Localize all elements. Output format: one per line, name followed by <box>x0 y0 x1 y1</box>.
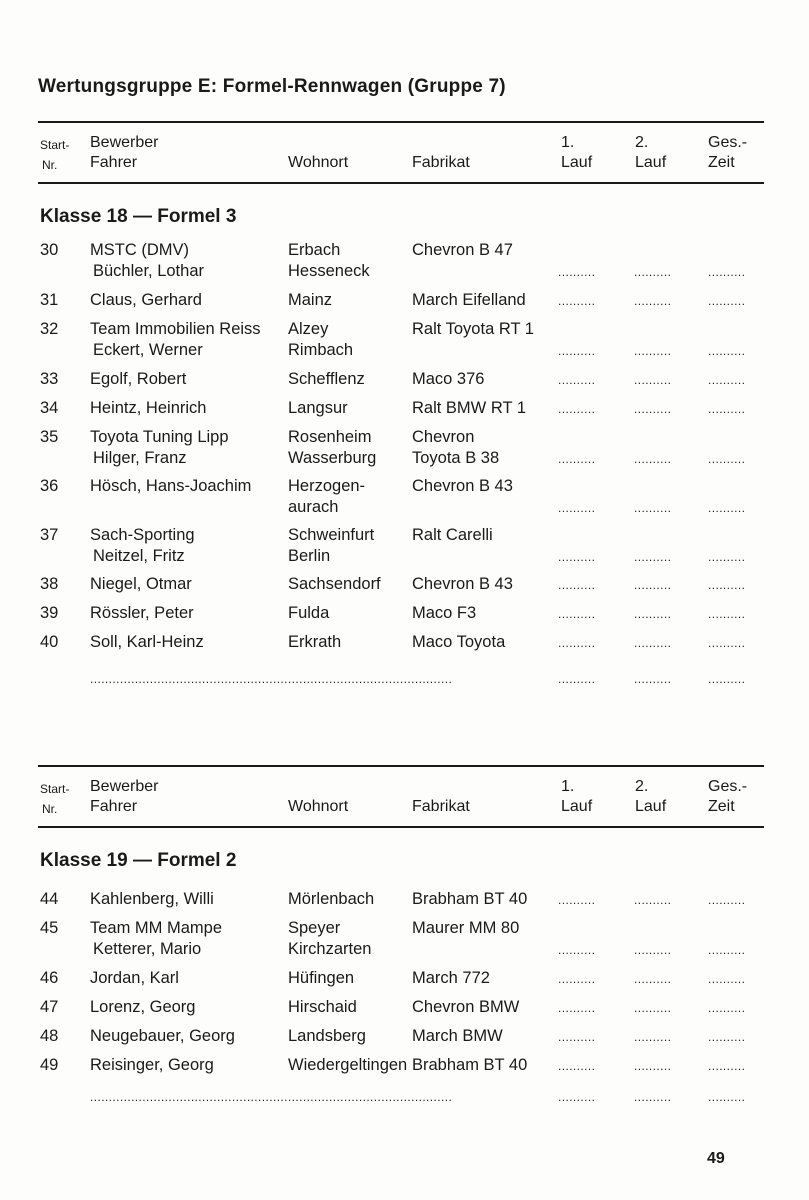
start-number: 30 <box>40 241 59 259</box>
hometown: Mörlenbach <box>288 890 375 908</box>
driver-name: Hilger, Franz <box>93 449 187 467</box>
lauf1-time-blank: .......... <box>558 607 596 621</box>
col-ges-label: Ges.- <box>708 134 748 151</box>
total-time-blank: .......... <box>708 373 746 387</box>
car-make: Ralt Carelli <box>412 526 493 544</box>
lauf2-time-blank: .......... <box>634 1001 672 1015</box>
col-fahrer-label: Fahrer <box>90 798 138 815</box>
start-number: 38 <box>40 575 59 593</box>
col-lauf2-label: Lauf <box>635 154 667 171</box>
lauf1-time-blank: .......... <box>558 636 596 650</box>
hometown: Erbach <box>288 241 341 259</box>
lauf2-time-blank: .......... <box>634 607 672 621</box>
col-wohnort-label: Wohnort <box>288 798 349 815</box>
col-zeit-label: Zeit <box>708 154 735 171</box>
car-make: Brabham BT 40 <box>412 1056 528 1074</box>
lauf2-time-blank: .......... <box>634 1059 672 1073</box>
col-fabrikat-label: Fabrikat <box>412 154 470 171</box>
total-time-blank: .......... <box>708 344 746 358</box>
total-time-blank: .......... <box>708 1059 746 1073</box>
col-lauf2-num: 2. <box>635 134 649 151</box>
entrant-name: Claus, Gerhard <box>90 291 202 309</box>
total-time-blank: .......... <box>708 943 746 957</box>
hometown-line2: aurach <box>288 498 339 516</box>
header2-top-rule <box>38 765 764 767</box>
col-ges-label: Ges.- <box>708 778 748 795</box>
hometown-line2: Berlin <box>288 547 331 565</box>
blank-entry-line: ................................................................................................. <box>90 672 453 686</box>
car-make: Chevron B 43 <box>412 575 513 593</box>
lauf2-time-blank: .......... <box>634 265 672 279</box>
lauf1-time-blank: .......... <box>558 294 596 308</box>
entrant-name: Hösch, Hans-Joachim <box>90 477 252 495</box>
car-make: March 772 <box>412 969 490 987</box>
hometown: Hüfingen <box>288 969 355 987</box>
entrant-name: Sach-Sporting <box>90 526 195 544</box>
lauf2-time-blank: .......... <box>634 636 672 650</box>
total-time-blank: .......... <box>708 501 746 515</box>
driver-name: Büchler, Lothar <box>93 262 204 280</box>
entrant-name: MSTC (DMV) <box>90 241 189 259</box>
lauf1-time-blank: .......... <box>558 1001 596 1015</box>
hometown: Schweinfurt <box>288 526 375 544</box>
entrant-name: Toyota Tuning Lipp <box>90 428 229 446</box>
hometown-line2: Rimbach <box>288 341 354 359</box>
car-make: Chevron BMW <box>412 998 520 1016</box>
col-lauf1-label: Lauf <box>561 798 593 815</box>
col-lauf2-label: Lauf <box>635 798 667 815</box>
lauf1-time-blank: .......... <box>558 1059 596 1073</box>
total-time-blank: .......... <box>708 402 746 416</box>
col-start-label: Start- <box>40 782 70 796</box>
lauf2-time-blank: .......... <box>634 344 672 358</box>
start-number: 45 <box>40 919 59 937</box>
driver-name: Neitzel, Fritz <box>93 547 185 565</box>
hometown: Mainz <box>288 291 333 309</box>
hometown: Langsur <box>288 399 348 417</box>
section-heading-klasse-19: Klasse 19 — Formel 2 <box>40 850 237 871</box>
total-time-blank: .......... <box>708 452 746 466</box>
hometown: Landsberg <box>288 1027 366 1045</box>
lauf2-time-blank: .......... <box>634 373 672 387</box>
hometown: Speyer <box>288 919 341 937</box>
col-nr-label: Nr. <box>42 802 58 816</box>
col-nr-label: Nr. <box>42 158 58 172</box>
entrant-name: Reisinger, Georg <box>90 1056 214 1074</box>
lauf2-time-blank: .......... <box>634 972 672 986</box>
car-make: March BMW <box>412 1027 503 1045</box>
start-number: 40 <box>40 633 59 651</box>
hometown: Fulda <box>288 604 330 622</box>
hometown: Rosenheim <box>288 428 372 446</box>
lauf1-time-blank: .......... <box>558 1030 596 1044</box>
hometown: Sachsendorf <box>288 575 381 593</box>
entrant-name: Egolf, Robert <box>90 370 187 388</box>
entrant-name: Team Immobilien Reiss <box>90 320 261 338</box>
lauf2-time-blank: .......... <box>634 294 672 308</box>
entrant-name: Niegel, Otmar <box>90 575 192 593</box>
total-time-blank: .......... <box>708 607 746 621</box>
entrant-name: Neugebauer, Georg <box>90 1027 235 1045</box>
col-bewerber-label: Bewerber <box>90 778 159 795</box>
total-time-blank: .......... <box>708 972 746 986</box>
lauf1-time-blank: .......... <box>558 972 596 986</box>
entrant-name: Heintz, Heinrich <box>90 399 207 417</box>
blank-entry-line: ................................................................................................. <box>90 1090 453 1104</box>
col-fahrer-label: Fahrer <box>90 154 138 171</box>
start-number: 48 <box>40 1027 59 1045</box>
lauf2-time-blank: .......... <box>634 1030 672 1044</box>
start-number: 44 <box>40 890 59 908</box>
total-time-blank: .......... <box>708 672 746 686</box>
hometown-line2: Kirchzarten <box>288 940 372 958</box>
total-time-blank: .......... <box>708 636 746 650</box>
total-time-blank: .......... <box>708 1001 746 1015</box>
lauf1-time-blank: .......... <box>558 452 596 466</box>
start-number: 32 <box>40 320 59 338</box>
col-wohnort-label: Wohnort <box>288 154 349 171</box>
car-make: Maurer MM 80 <box>412 919 520 937</box>
col-zeit-label: Zeit <box>708 798 735 815</box>
lauf1-time-blank: .......... <box>558 578 596 592</box>
start-number: 46 <box>40 969 59 987</box>
lauf2-time-blank: .......... <box>634 672 672 686</box>
col-start-label: Start- <box>40 138 70 152</box>
car-make: Maco Toyota <box>412 633 506 651</box>
car-make: Chevron B 43 <box>412 477 513 495</box>
lauf1-time-blank: .......... <box>558 672 596 686</box>
entrant-name: Soll, Karl-Heinz <box>90 633 204 651</box>
lauf1-time-blank: .......... <box>558 943 596 957</box>
car-make: Ralt Toyota RT 1 <box>412 320 534 338</box>
lauf2-time-blank: .......... <box>634 550 672 564</box>
start-number: 37 <box>40 526 59 544</box>
entrant-name: Team MM Mampe <box>90 919 223 937</box>
total-time-blank: .......... <box>708 265 746 279</box>
lauf1-time-blank: .......... <box>558 265 596 279</box>
total-time-blank: .......... <box>708 893 746 907</box>
car-make: Maco F3 <box>412 604 477 622</box>
page-number: 49 <box>707 1150 725 1167</box>
hometown: Hirschaid <box>288 998 357 1016</box>
total-time-blank: .......... <box>708 1030 746 1044</box>
entrant-name: Kahlenberg, Willi <box>90 890 214 908</box>
col-fabrikat-label: Fabrikat <box>412 798 470 815</box>
col-lauf1-num: 1. <box>561 134 575 151</box>
entrant-name: Lorenz, Georg <box>90 998 196 1016</box>
col-lauf2-num: 2. <box>635 778 649 795</box>
start-number: 36 <box>40 477 59 495</box>
total-time-blank: .......... <box>708 1090 746 1104</box>
start-number: 49 <box>40 1056 59 1074</box>
entrant-name: Rössler, Peter <box>90 604 194 622</box>
header-top-rule <box>38 121 764 123</box>
header2-bottom-rule <box>38 826 764 828</box>
lauf2-time-blank: .......... <box>634 452 672 466</box>
lauf1-time-blank: .......... <box>558 893 596 907</box>
car-make: Chevron B 47 <box>412 241 513 259</box>
start-number: 35 <box>40 428 59 446</box>
lauf2-time-blank: .......... <box>634 578 672 592</box>
car-make: Ralt BMW RT 1 <box>412 399 526 417</box>
lauf1-time-blank: .......... <box>558 402 596 416</box>
page-title: Wertungsgruppe E: Formel-Rennwagen (Gruppe 7) <box>38 76 506 97</box>
col-bewerber-label: Bewerber <box>90 134 159 151</box>
car-make: March Eifelland <box>412 291 526 309</box>
section-heading-klasse-18: Klasse 18 — Formel 3 <box>40 206 237 227</box>
lauf1-time-blank: .......... <box>558 550 596 564</box>
hometown: Erkrath <box>288 633 342 651</box>
driver-name: Ketterer, Mario <box>93 940 202 958</box>
car-make: Brabham BT 40 <box>412 890 528 908</box>
total-time-blank: .......... <box>708 550 746 564</box>
entrant-name: Jordan, Karl <box>90 969 179 987</box>
car-make: Maco 376 <box>412 370 485 388</box>
start-number: 39 <box>40 604 59 622</box>
lauf1-time-blank: .......... <box>558 1090 596 1104</box>
start-number: 31 <box>40 291 59 309</box>
start-number: 47 <box>40 998 59 1016</box>
hometown: Alzey <box>288 320 329 338</box>
hometown: Schefflenz <box>288 370 365 388</box>
lauf1-time-blank: .......... <box>558 373 596 387</box>
hometown: Wiedergeltingen <box>288 1056 408 1074</box>
hometown: Herzogen- <box>288 477 366 495</box>
car-make: Chevron <box>412 428 475 446</box>
start-number: 33 <box>40 370 59 388</box>
driver-name: Eckert, Werner <box>93 341 203 359</box>
hometown-line2: Hesseneck <box>288 262 370 280</box>
lauf1-time-blank: .......... <box>558 501 596 515</box>
total-time-blank: .......... <box>708 578 746 592</box>
lauf2-time-blank: .......... <box>634 893 672 907</box>
hometown-line2: Wasserburg <box>288 449 377 467</box>
lauf1-time-blank: .......... <box>558 344 596 358</box>
lauf2-time-blank: .......... <box>634 943 672 957</box>
lauf2-time-blank: .......... <box>634 402 672 416</box>
lauf2-time-blank: .......... <box>634 1090 672 1104</box>
total-time-blank: .......... <box>708 294 746 308</box>
car-make-line2: Toyota B 38 <box>412 449 500 467</box>
start-number: 34 <box>40 399 59 417</box>
col-lauf1-label: Lauf <box>561 154 593 171</box>
lauf2-time-blank: .......... <box>634 501 672 515</box>
header-bottom-rule <box>38 182 764 184</box>
col-lauf1-num: 1. <box>561 778 575 795</box>
